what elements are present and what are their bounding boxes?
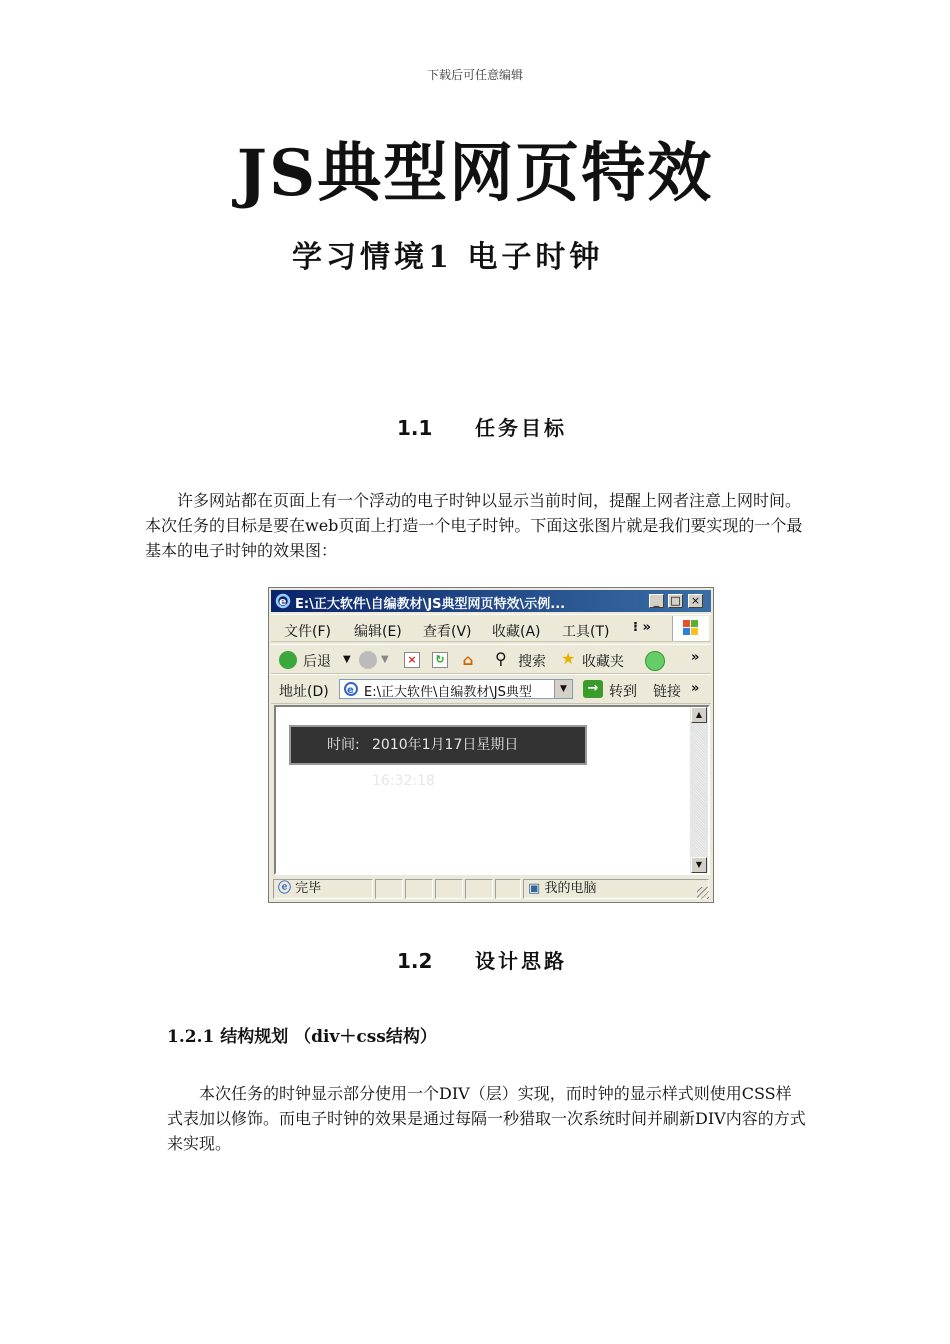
back-arrow-icon[interactable] [279,651,297,669]
clock-label: 时间: [327,737,360,753]
forward-arrow-icon[interactable] [359,651,377,669]
maximize-button[interactable]: □ [668,594,683,608]
back-button[interactable]: 后退 [303,654,331,670]
browser-screenshot [268,587,714,903]
page-icon [343,681,359,697]
windows-logo-icon [672,616,709,641]
star-icon[interactable]: ★ [561,649,576,668]
status-done-cell [273,879,373,899]
menu-bar [271,614,711,642]
page-viewport [274,705,710,875]
menu-edit[interactable]: 编辑(E) [354,624,402,640]
svg-text:e: e [347,685,354,696]
vertical-scrollbar[interactable] [690,707,708,873]
section-heading-1-2 [397,945,567,974]
paragraph-task-goal: 许多网站都在页面上有一个浮动的电子时钟以显示当前时间，提醒上网者注意上网时间。本次任务的目标是要在web页面上打造一个电子时钟。下面这张图片就是我们要实现的一个最基本的电子时钟的效果图： [145,491,803,560]
address-value: E:\正大软件\自编教材\JS典型 [364,685,532,700]
document-subtitle: 学习情境1 电子时钟 [292,240,604,275]
header-note: 下载后可任意编辑 [426,68,523,82]
favorites-button[interactable]: 收藏夹 [582,654,624,670]
search-button[interactable]: 搜索 [518,654,546,670]
computer-icon: ▣ [528,881,541,896]
minimize-button[interactable]: _ [649,594,664,608]
scroll-up-icon[interactable]: ▲ [691,707,707,723]
section-heading-1-1 [397,412,567,441]
links-button[interactable]: 链接 [653,684,681,700]
address-dropdown-icon[interactable]: ▼ [554,680,572,698]
scroll-down-icon[interactable]: ▼ [691,857,707,873]
clock-value: 2010年1月17日星期日 16:32:18 [372,737,519,789]
links-overflow-icon[interactable]: » [691,681,700,696]
section-title: 设计思路 [475,949,567,973]
address-bar [271,674,711,704]
browser-titlebar [271,590,711,612]
menu-view[interactable]: 查看(V) [423,624,472,640]
status-cell [405,879,433,899]
section-number: 1.2 [397,949,433,973]
status-bar [271,877,711,901]
section-title: 任务目标 [475,416,567,440]
resize-grip-icon[interactable] [697,887,709,899]
svg-text:e: e [279,595,287,608]
toolbar-overflow-icon[interactable]: » [691,650,700,665]
address-input[interactable] [339,679,573,699]
home-icon[interactable]: ⌂ [462,651,474,669]
status-cell [435,879,463,899]
browser-title: E:\正大软件\自编教材\JS典型网页特效\示例... [295,597,566,612]
document-title: JS典型网页特效 [236,136,714,211]
close-button[interactable]: × [688,594,703,608]
forward-dropdown-icon[interactable]: ▼ [381,654,389,665]
go-arrow-icon[interactable]: → [583,680,603,698]
menu-overflow-icon[interactable]: ⁝ » [633,620,651,635]
standard-toolbar [271,644,711,674]
subsection-heading: 1.2.1 结构规划 （div＋css结构） [167,1027,437,1047]
clock-display [289,725,587,789]
address-label: 地址(D) [279,684,329,700]
back-dropdown-icon[interactable]: ▼ [343,654,351,665]
status-zone-cell [523,879,709,899]
ie-logo-icon [275,593,291,609]
section-number: 1.1 [397,416,433,440]
status-zone: 我的电脑 [544,881,597,896]
status-cell [375,879,403,899]
media-icon[interactable] [645,651,665,671]
refresh-icon[interactable]: ↻ [432,652,448,668]
menu-tools[interactable]: 工具(T) [562,624,610,640]
go-button[interactable]: 转到 [609,684,637,700]
status-cell [465,879,493,899]
search-icon[interactable]: ⚲ [495,649,507,668]
paragraph-structure: 本次任务的时钟显示部分使用一个DIV（层）实现，而时钟的显示样式则使用CSS样式表加以修饰。而电子时钟的效果是通过每隔一秒猎取一次系统时间并刷新DIV内容的方式来实现。 [167,1084,806,1153]
ie-status-icon: ⓔ [278,881,292,896]
status-done: 完毕 [295,881,322,896]
status-cell [495,879,521,899]
menu-favorites[interactable]: 收藏(A) [492,624,541,640]
menu-file[interactable]: 文件(F) [284,624,331,640]
stop-icon[interactable]: × [404,652,420,668]
